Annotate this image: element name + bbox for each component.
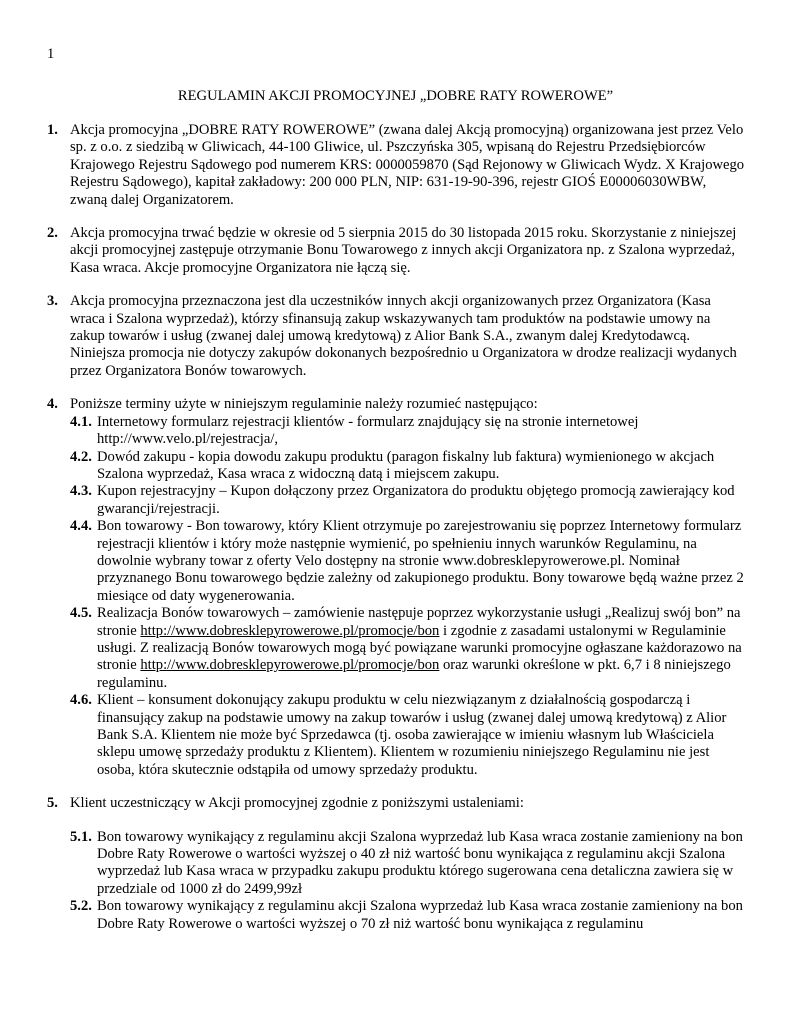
section-3: [47, 293, 747, 380]
subsection-text: Bon towarowy wynikający z regulaminu akcji Szalona wyprzedaż lub Kasa wraca zostanie zamieniony na bon Dobre Raty Rowerowe o wartości wyższej o 70 zł niż wartość bonu wynikająca z regulaminu: [97, 898, 743, 932]
subsection-4-5: [70, 605, 747, 692]
page-number: 1: [47, 46, 55, 62]
subsection-4-1: [70, 414, 747, 449]
subsection-5-2: [70, 898, 747, 933]
section-5: [47, 795, 747, 933]
section-number: 2.: [47, 225, 58, 242]
subsection-text: Klient – konsument dokonujący zakupu produktu w celu niezwiązanym z działalnością gospodarczą i finansujący zakup na podstawie umowy na zakup towarów i usług (zwanej dalej umową kredytową) z Alior Bank S.A. Klientem nie może być Sprzedawca (tj. osoba zawierające w imieniu własnym lub Właściciela sklepu umowę sprzedaży produktu z Klientem). Klientem w rozumieniu niniejszego Regulaminu nie jest osoba, która skutecznie odstąpiła od umowy sprzedaży produktu.: [97, 692, 727, 778]
subsection-4-4: [70, 518, 747, 605]
section-text: Akcja promocyjna przeznaczona jest dla uczestników innych akcji organizowanych przez Organizatora (Kasa wraca i Szalona wyprzedaż), którzy sfinansują zakup wskazywanych tam produktów na podstawie umowy na zakup towarów i usług (zwanej dalej umową kredytową) z Alior Bank S.A., zwanym dalej Kredytodawcą. Niniejsza promocja nie dotyczy zakupów dokonanych bezpośrednio u Organizatora w drodze realizacji wydanych przez Organizatora Bonów towarowych.: [70, 293, 737, 379]
subsection-number: 5.1.: [70, 828, 92, 845]
promo-bon-link[interactable]: http://www.dobresklepyrowerowe.pl/promocje/bon: [140, 622, 440, 639]
section-number: 1.: [47, 122, 58, 138]
section-number: 3.: [47, 293, 58, 310]
section-number: 5.: [47, 795, 58, 812]
subsection-number: 4.4.: [70, 518, 92, 535]
subsection-text: Bon towarowy wynikający z regulaminu akcji Szalona wyprzedaż lub Kasa wraca zostanie zamieniony na bon Dobre Raty Rowerowe o wartości wyższej o 40 zł niż wartość bonu wynikająca z regulaminu akcji Szalona wyprzedaż lub Kasa wraca w przypadku zakupu produktu którego sugerowana cena detaliczna zawiera się w przedziale od 1000 zł do 2499,99zł: [97, 828, 743, 897]
section-text: Klient uczestniczący w Akcji promocyjnej zgodnie z poniższymi ustaleniami:: [70, 795, 524, 812]
section-text: Akcja promocyjna „DOBRE RATY ROWEROWE” (zwana dalej Akcją promocyjną) organizowana jest przez Velo sp. z o.o. z siedzibą w Gliwicach, 44-100 Gliwice, ul. Pszczyńska 305, wpisaną do Rejestru Przedsiębiorców Krajowego Rejestru Sądowego pod numerem KRS: 0000059870 (Sąd Rejonowy w Gliwicach Wydz. X Krajowego Rejestru Sądowego), kapitał zakładowy: 200 000 PLN, NIP: 631-19-90-396, rejestr GIOŚ E00006030WBW, zwaną dalej Organizatorem.: [70, 122, 745, 208]
subsection-4-2: [70, 449, 747, 484]
subsection-text: Dowód zakupu - kopia dowodu zakupu produktu (paragon fiskalny lub faktura) wymienionego w akcjach Szalona wyprzedaż, Kasa wraca z widoczną datą i miejscem zakupu.: [97, 448, 715, 482]
subsection-text: Internetowy formularz rejestracji klientów - formularz znajdujący się na stronie internetowej http://www.velo.pl/rejestracja/,: [97, 413, 639, 448]
section-1: [47, 122, 747, 209]
subsection-text-part: Realizacja Bonów towarowych – zamówienie następuje poprzez wykorzystanie usługi „Realizuj swój bon” na stronie: [97, 605, 741, 639]
subsection-4-3: [70, 483, 747, 518]
section-text: Poniższe terminy użyte w niniejszym regulaminie należy rozumieć następująco:: [70, 396, 538, 413]
subsection-text-part: i zgodnie z zasadami ustalonymi w Regulaminie usługi. Z realizacją Bonów towarowych mogą być powiązane warunki promocyjne ogłaszane każdorazowo na stronie: [97, 622, 742, 674]
subsection-number: 4.5.: [70, 605, 92, 622]
subsection-5-1: [70, 829, 747, 899]
promo-bon-link-2[interactable]: http://www.dobresklepyrowerowe.pl/promocje/bon: [140, 657, 440, 674]
subsection-text-part: oraz warunki określone w pkt. 6,7 i 8 niniejszego regulaminu.: [97, 657, 731, 691]
section-2: [47, 225, 747, 277]
section-text: Akcja promocyjna trwać będzie w okresie od 5 sierpnia 2015 do 30 listopada 2015 roku. Skorzystanie z niniejszej akcji promocyjnej zastępuje otrzymanie Bonu Towarowego z innych akcji Organizatora np. z Szalona wyprzedaż, Kasa wraca. Akcje promocyjne Organizatora nie łączą się.: [70, 225, 737, 276]
subsection-number: 5.2.: [70, 898, 92, 915]
subsection-text: Kupon rejestracyjny – Kupon dołączony przez Organizatora do produktu objętego promocją zawierający kod gwarancji/rejestracji.: [97, 483, 735, 517]
subsection-number: 4.3.: [70, 483, 92, 500]
subsection-text: Bon towarowy - Bon towarowy, który Klient otrzymuje po zarejestrowaniu się poprzez Internetowy formularz rejestracji klientów i który może następnie wymienić, po spełnieniu innych warunków Regulaminu, na dowolnie wybrany towar z oferty Velo dostępny na stronie www.dobresklepyrowerowe.pl. Nominał przyznanego Bonu towarowego będzie zależny od zakupionego produktu. Bony towarowe będą ważne przez 2 miesiące od daty wygenerowania.: [97, 518, 744, 604]
subsection-number: 4.2.: [70, 448, 92, 465]
subsection-number: 4.1.: [70, 413, 92, 430]
section-4: [47, 396, 747, 779]
subsection-4-6: [70, 692, 747, 779]
document-body: [47, 122, 747, 933]
subsection-number: 4.6.: [70, 692, 92, 709]
section-number: 4.: [47, 396, 58, 413]
document-title: REGULAMIN AKCJI PROMOCYJNEJ „DOBRE RATY ROWEROWE”: [177, 88, 614, 104]
